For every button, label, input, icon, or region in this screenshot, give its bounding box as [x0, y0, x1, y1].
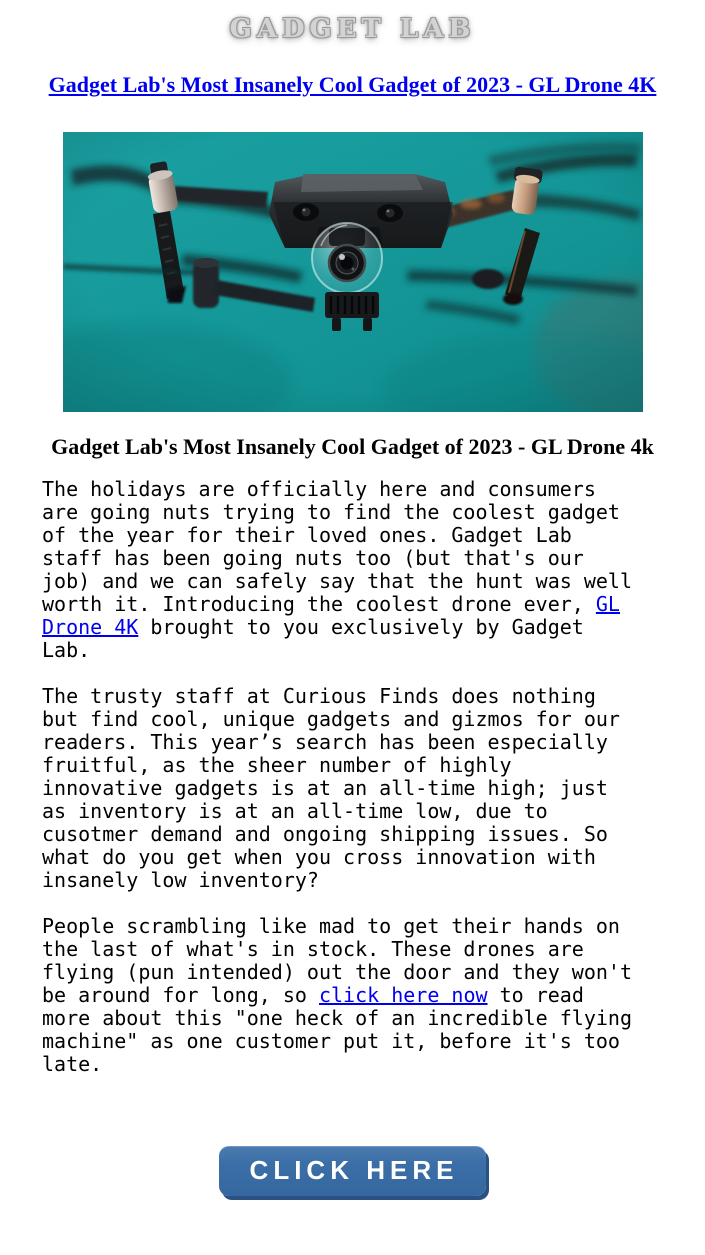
- drone-photo-illustration: [63, 132, 643, 412]
- cta-row: [0, 1146, 705, 1196]
- header: [0, 14, 705, 44]
- cta-button[interactable]: CLICK HERE: [219, 1146, 487, 1196]
- body-paragraph: [42, 478, 638, 662]
- paragraph-text: brought to you exclusively by Gadget Lab.: [42, 615, 584, 662]
- paragraph-text: The trusty staff at Curious Finds does nothing but find cool, unique gadgets and gizmos for our readers. This year’s search has been especially fruitful, as the sheer number of highly innovative gadgets is at an all-time high; just as inventory is at an all-time low, due to cusotmer demand and ongoing shipping issues. So what do you get when you cross innovation with insanely low inventory?: [42, 684, 620, 892]
- article-paragraphs: [42, 478, 638, 1076]
- article-title: Gadget Lab's Most Insanely Cool Gadget of 2023 - GL Drone 4k: [51, 434, 654, 459]
- gadget-lab-logo: GADGET LAB: [229, 14, 476, 44]
- paragraph-text: People scrambling like mad to get their hands on the last of what's in stock. These drones are flying (pun intended) out the door and they won't be around for long, so: [42, 914, 633, 1007]
- inline-text-link[interactable]: click here now: [318, 983, 488, 1007]
- headline-link[interactable]: Gadget Lab's Most Insanely Cool Gadget of 2023 - GL Drone 4K: [48, 72, 657, 97]
- inline-text-link[interactable]: GL Drone 4K: [42, 592, 620, 639]
- body-paragraph: [42, 685, 638, 892]
- paragraph-text: to read more about this "one heck of an incredible flying machine" as one customer put it, before it's too late.: [42, 983, 633, 1076]
- hero-image: [63, 132, 643, 412]
- headline-row: [0, 72, 705, 98]
- body-paragraph: [42, 915, 638, 1076]
- paragraph-text: The holidays are officially here and consumers are going nuts trying to find the coolest gadget of the year for their loved ones. Gadget Lab staff has been going nuts too (but that's our job) and we can safely say that the hunt was well worth it. Introducing the coolest drone ever,: [42, 477, 633, 616]
